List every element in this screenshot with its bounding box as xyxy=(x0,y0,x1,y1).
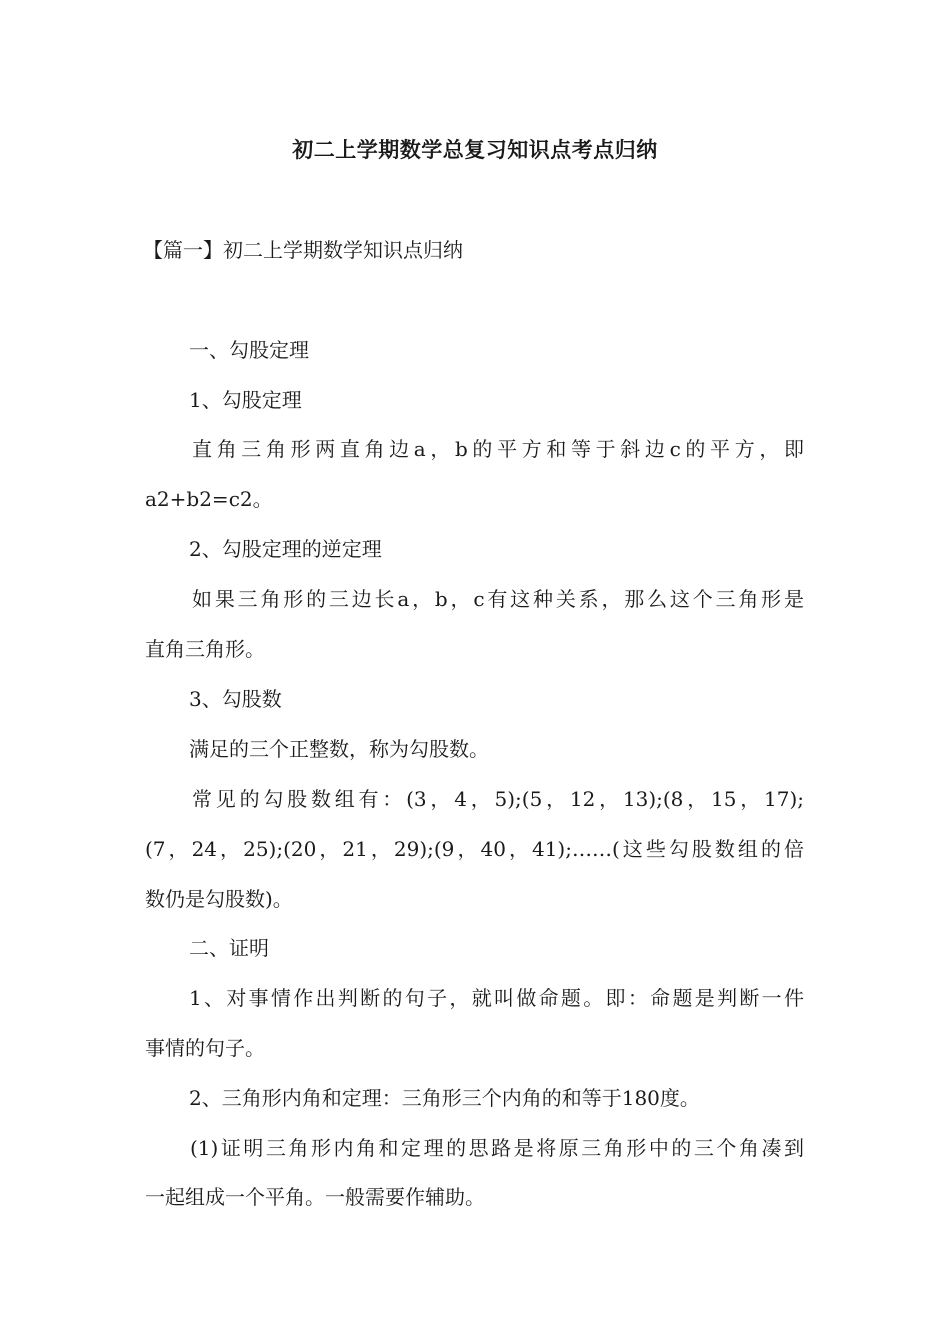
part2-item2-sub1-line1: (1)证明三角形内角和定理的思路是将原三角形中的三个角凑到 xyxy=(190,1136,804,1160)
part1-heading: 一、勾股定理 xyxy=(189,338,309,362)
part1-item2-heading: 2、勾股定理的逆定理 xyxy=(189,537,382,561)
part1-item1-text-line1: 直角三角形两直角边a，b的平方和等于斜边c的平方，即 xyxy=(192,437,804,461)
part1-item3-heading: 3、勾股数 xyxy=(189,687,282,711)
part1-item2-text-line1: 如果三角形的三边长a，b，c有这种关系，那么这个三角形是 xyxy=(192,587,804,611)
part2-item2: 2、三角形内角和定理：三角形三个内角的和等于180度。 xyxy=(189,1086,700,1110)
part1-item2-text-line2: 直角三角形。 xyxy=(145,637,265,661)
part1-item3-text: 满足的三个正整数，称为勾股数。 xyxy=(189,737,489,761)
part2-heading: 二、证明 xyxy=(189,936,269,960)
part1-item3-common-line3: 数仍是勾股数)。 xyxy=(145,887,293,911)
section-heading: 【篇一】初二上学期数学知识点归纳 xyxy=(143,238,463,262)
part2-item1-line2: 事情的句子。 xyxy=(145,1036,265,1060)
part1-item1-heading: 1、勾股定理 xyxy=(189,388,302,412)
part2-item1-line1: 1、对事情作出判断的句子，就叫做命题。即：命题是判断一件 xyxy=(189,986,804,1010)
part1-item3-common-line1: 常见的勾股数组有：(3，4，5);(5，12，13);(8，15，17); xyxy=(192,787,804,811)
document-title: 初二上学期数学总复习知识点考点归纳 xyxy=(292,138,658,162)
part1-item3-common-line2: (7，24，25);(20，21，29);(9，40，41);……(这些勾股数组的倍 xyxy=(145,837,804,861)
part1-item1-text-line2: a2+b2=c2。 xyxy=(145,487,273,511)
part2-item2-sub1-line2: 一起组成一个平角。一般需要作辅助。 xyxy=(145,1185,485,1209)
